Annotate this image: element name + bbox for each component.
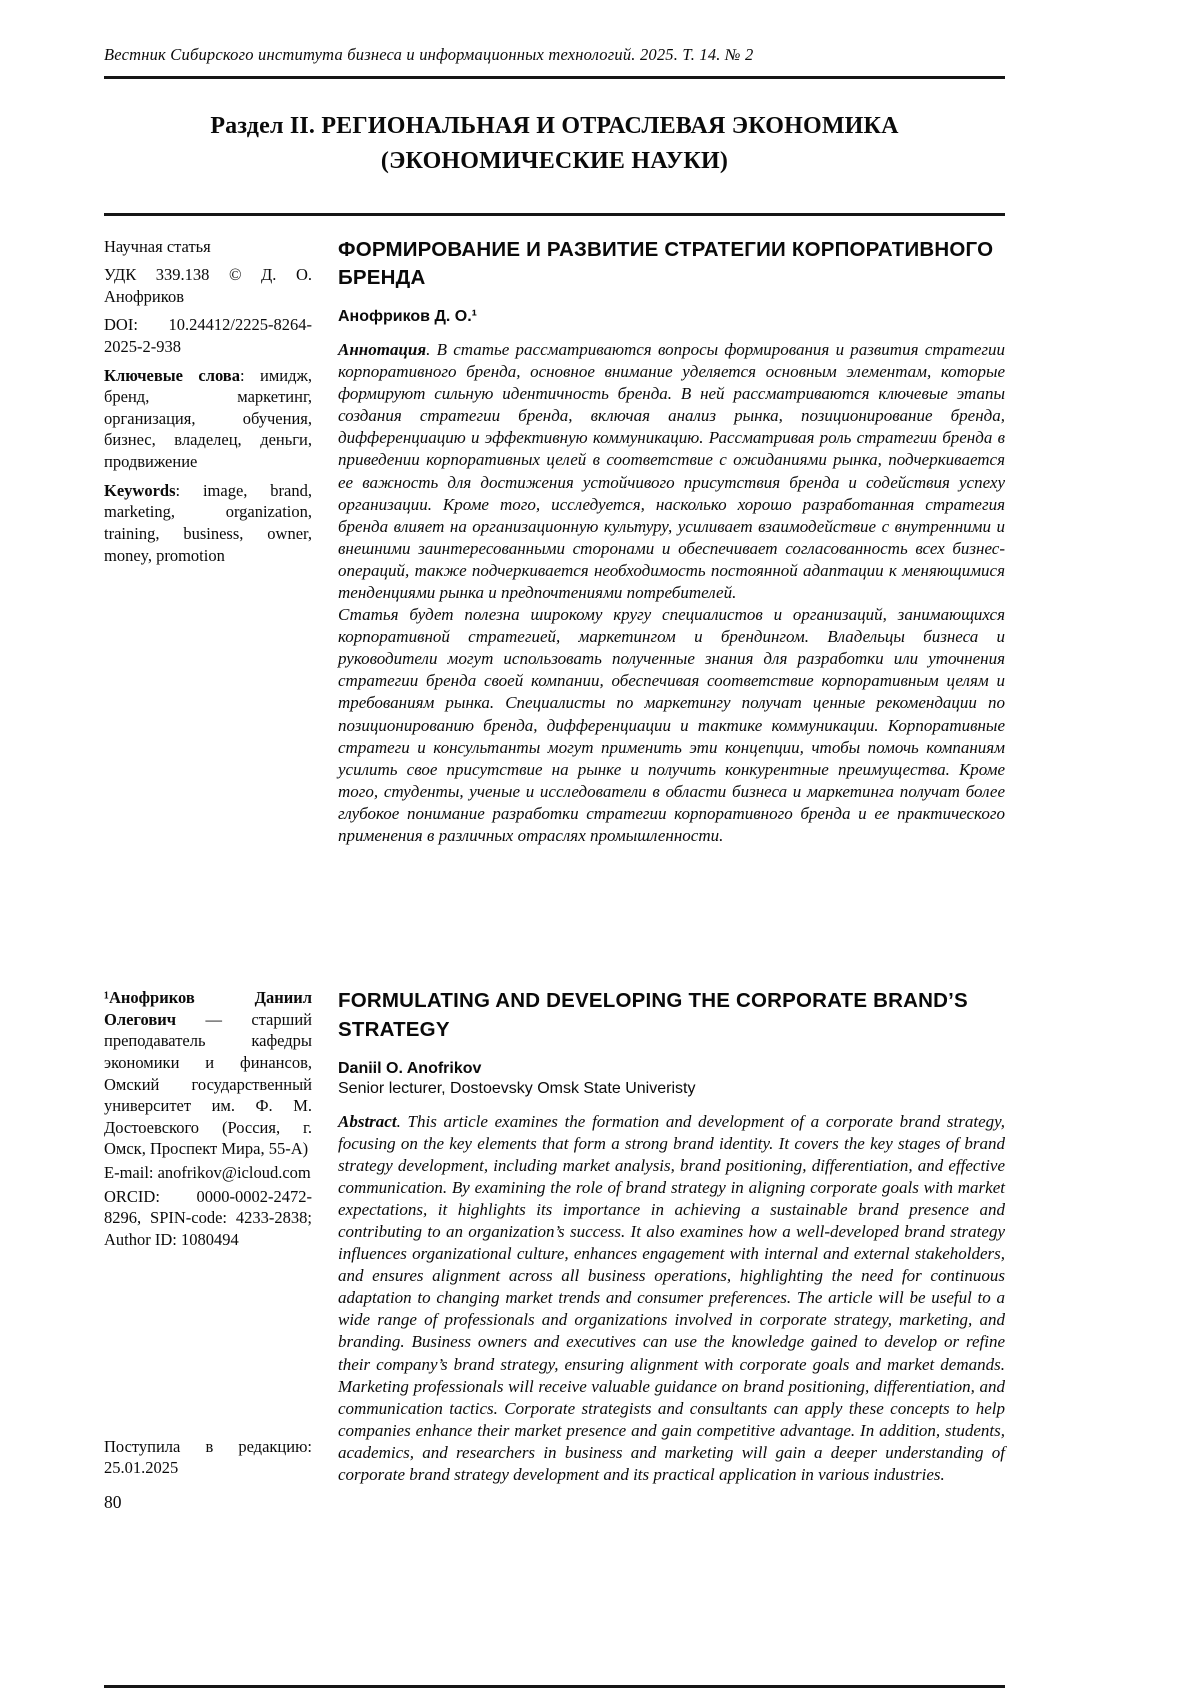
article-title-ru: ФОРМИРОВАНИЕ И РАЗВИТИЕ СТРАТЕГИИ КОРПОРАТИВНОГО БРЕНДА <box>338 237 994 290</box>
header-divider <box>104 76 1005 79</box>
author-bio-block <box>104 987 312 1252</box>
english-article <box>338 987 1005 1486</box>
abstract-en-text: . This article examines the formation and development of a corporate brand strategy, focusing on the key elements that form a strong brand identity. It covers the key stages of brand strategy development, including market analysis, brand positioning, differentiation, and effective communication. By examining the role of brand strategy in aligning corporate goals with market expectations, it highlights its importance in achieving a sustainable brand presence and contributing to an organization’s success. It also examines how a well-developed brand strategy influences organizational culture, enhances engagement with internal and external stakeholders, and ensures alignment across all business operations, highlighting the need for continuous adaptation to changing market trends and consumer preferences. The article will be useful to a wide range of professionals and organizations involved in corporate strategy, marketing, and branding. Business owners and executives can use the knowledge gained to develop or refine their company’s brand strategy, ensuring alignment with corporate goals and market demands. Marketing professionals will receive valuable guidance on brand positioning, differentiation, and communication tactics. Corporate strategists and consultants can apply these concepts to help companies enhance their market presence and gain competitive advantage. In addition, students, academics, and researchers in business and marketing will gain a deeper understanding of corporate brand strategy development and its practical application in various industries. <box>338 1111 1005 1484</box>
section-title-line2: (ЭКОНОМИЧЕСКИЕ НАУКИ) <box>380 147 729 174</box>
journal-header: Вестник Сибирского института бизнеса и информационных технологий. 2025. Т. 14. № 2 <box>104 45 754 64</box>
abstract-en-label: Abstract <box>338 1111 397 1131</box>
section-title <box>104 109 1005 179</box>
udc-line: УДК 339.138 © Д. О. Анофриков <box>104 265 312 306</box>
article-author-ru: Анофриков Д. О.¹ <box>338 307 477 325</box>
page-content <box>104 0 1005 1486</box>
keywords-en <box>104 480 312 566</box>
keywords-ru-label: Ключевые слова <box>104 365 240 385</box>
keywords-ru-text: : имидж, бренд, маркетинг, организация, обучения, бизнес, владелец, деньги, продвижение <box>104 365 313 472</box>
abstract-en <box>338 1111 1005 1487</box>
footer-divider <box>104 1685 1005 1688</box>
article-type: Научная статья <box>104 236 211 256</box>
section-divider <box>104 213 1005 216</box>
russian-article <box>338 236 1005 848</box>
keywords-ru <box>104 365 312 473</box>
doi-line: DOI: 10.24412/2225-8264-2025-2-938 <box>104 315 312 357</box>
article-affiliation-en: Senior lecturer, Dostoevsky Omsk State Univeristy <box>338 1079 696 1097</box>
keywords-en-text: : image, brand, marketing, organization, training, business, owner, money, promotion <box>104 480 312 565</box>
author-bio-text: — старший преподаватель кафедры экономики и финансов, Омский государственный университет им. Ф. М. Достоевского (Россия, г. Омск, Проспект Мира, 55-А) <box>104 1009 312 1159</box>
abstract-ru-label: Аннотация <box>338 339 427 359</box>
abstract-ru-paragraph-1 <box>338 339 1005 604</box>
author-email: E-mail: anofrikov@icloud.com <box>104 1163 311 1182</box>
author-bio-name: ¹Анофриков Даниил Олегович <box>104 988 312 1029</box>
author-bio-sidebar <box>104 987 312 1486</box>
abstract-ru <box>338 339 1005 847</box>
abstract-en-paragraph <box>338 1111 1005 1487</box>
author-ids: ORCID: 0000-0002-2472-8296, SPIN-code: 4233-2838; Author ID: 1080494 <box>104 1186 312 1249</box>
abstract-ru-text-1: . В статье рассматриваются вопросы формирования и развития стратегии корпоративного бренда, основное внимание уделяется основным элементам, которые формируют сильную идентичность бренда. В ней рассматриваются ключевые этапы создания стратегии бренда, включая анализ рынка, позиционирование бренда, дифференциацию и эффективную коммуникацию. Рассматривая роль стратегии бренда в приведении корпоративных целей в соответствие с ожиданиями рынка, подчеркивается ее важность для достижения устойчивого присутствия бренда и содействия успеху организации. Кроме того, исследуется, насколько хорошо разработанная стратегия бренда влияет на организационную культуру, усиливает взаимодействие с внутренними и внешними заинтересованными сторонами и обеспечивает согласованность всех бизнес-операций, также подчеркивается необходимость постоянной адаптации к меняющимися тенденциями рынка и предпочтениями потребителей. <box>338 339 1005 602</box>
article-title-en: FORMULATING AND DEVELOPING THE CORPORATE BRAND’S STRATEGY <box>338 989 968 1041</box>
article-meta-sidebar <box>104 236 312 848</box>
russian-article-section <box>104 236 1005 848</box>
abstract-ru-paragraph-2: Статья будет полезна широкому кругу специалистов и организаций, занимающихся корпоративной стратегией, маркетингом и брендингом. Владельцы бизнеса и руководители могут использовать полученные знания для разработки или уточнения стратегии бренда своей компании, обеспечивая соответствие корпоративным целям и требованиям рынка. Специалисты по маркетингу получат ценные рекомендации по позиционированию бренда, дифференциации и тактике коммуникации. Корпоративные стратеги и консультанты могут применить эти концепции, чтобы помочь компаниям усилить свое присутствие на рынке и получить конкурентные преимущества. Кроме того, студенты, ученые и исследователи в области бизнеса и маркетинга получат более глубокое понимание разработки стратегии корпоративного бренда и ее практического применения в различных отраслях промышленности. <box>338 605 1005 846</box>
english-article-section <box>104 987 1005 1486</box>
section-title-line1: Раздел II. РЕГИОНАЛЬНАЯ И ОТРАСЛЕВАЯ ЭКОНОМИКА <box>210 113 899 139</box>
author-bio <box>104 987 312 1160</box>
page-number: 80 <box>104 1492 122 1512</box>
keywords-en-label: Keywords <box>104 480 176 500</box>
article-author-en: Daniil O. Anofrikov <box>338 1059 482 1077</box>
received-date: Поступила в редакцию: 25.01.2025 <box>104 1436 312 1478</box>
